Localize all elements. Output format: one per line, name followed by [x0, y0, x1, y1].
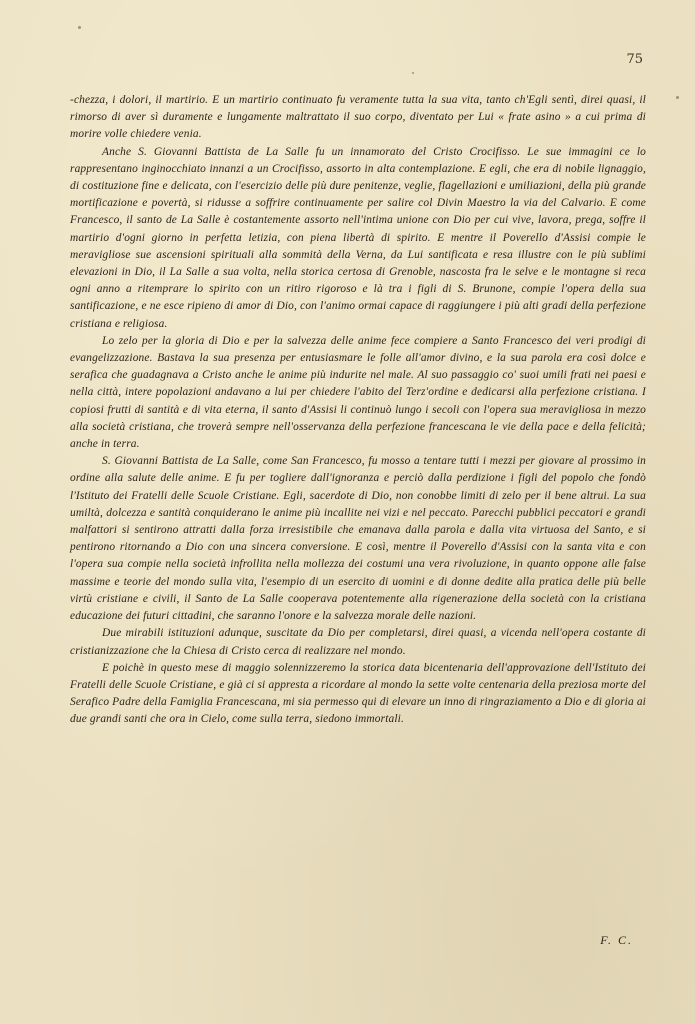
paragraph-4: S. Giovanni Battista de La Salle, come San Francesco, fu mosso a tentare tutti i mezzi per giovare al prossimo in ordine alla salute delle anime. E fu per togliere dall'ignoranza e perciò dalla perdizione i figli del popolo che fondò l'Istituto dei Fratelli delle Scuole Cristiane. Egli, sacerdote di Dio, non conobbe limiti di zelo per il bene altrui. La sua umiltà, dolcezza e santità conquiderano le anime più incallite nei vizi e nel peccato. Parecchi pubblici peccatori e grandi malfattori si sentirono attratti dalla forza irresistibile che emanava dalla parola e dalla vita virtuosa del Santo, e si pentirono ritornando a Dio con una sincera conversione. E così, mentre il Poverello d'Assisi con la santa vita e con l'opera sua compie nella società infrollita nella mollezza dei costumi una vera rivoluzione, in quanto oppone alle false massime e teorie del mondo sulla vita, l'esempio di un esercito di uomini e di donne dedite alla pratica delle più belle virtù cristiane e civili, il Santo de La Salle cooperava potentemente alla rigenerazione della società con la cristiana educazione dei futuri cittadini, che saranno l'onore e la salvezza morale delle nazioni.: [70, 455, 646, 623]
paragraph-6: E poichè in questo mese di maggio solennizzeremo la storica data bicentenaria dell'approvazione dell'Istituto dei Fratelli delle Scuole Cristiane, e già ci si appresta a ricordare al mondo la sette volte centenaria della preziosa morte del Serafico Padre della Famiglia Francescana, mi sia permesso qui di elevare un inno di ringraziamento a Dio e di gloria ai due grandi santi che ora in Cielo, come sulla terra, siedono immortali.: [70, 661, 646, 726]
page-number: 75: [626, 52, 643, 67]
paragraph-5: Due mirabili istituzioni adunque, suscitate da Dio per completarsi, direi quasi, a vicenda nell'opera costante di cristianizzazione che la Chiesa di Cristo cerca di realizzare nel mondo.: [70, 627, 646, 657]
paper-speck: [412, 72, 414, 74]
paragraph-2: Anche S. Giovanni Battista de La Salle fu un innamorato del Cristo Crocifisso. Le sue immagini ce lo rappresentano inginocchiato innanzi a un Crocifisso, assorto in alta contemplazione. E egli, che era di nobile lignaggio, di costituzione fine e delicata, con l'esercizio delle più dure penitenze, veglie, flagellazioni e umiliazioni, della più grande mortificazione e povertà, si ridusse a soffrire continuamente per salire col Divin Maestro la via del Calvario. E come Francesco, il santo de La Salle è costantemente assorto nell'intima unione con Dio per cui vive, lavora, prega, soffre il martirio d'ogni giorno in perfetta letizia, con piena libertà di spirito. E mentre il Poverello d'Assisi compie le meravigliose sue ascensioni spirituali alla sommità della Verna, da Lui santificata e resa illustre con le più sublimi elevazioni in Dio, il La Salle a sua volta, nella storica certosa di Grenoble, nascosta fra le selve e le montagne si reca ogni anno a ritemprare lo spirito con un ritiro rigoroso e là tra i figli di S. Brunone, compie l'opera della sua santificazione, e ne esce ripieno di amor di Dio, con l'animo ormai capace di raggiungere i più alti gradi della perfezione cristiana e religiosa.: [70, 145, 646, 330]
paper-speck: [78, 26, 81, 29]
author-signature: F. C.: [600, 933, 633, 947]
paragraph-3: Lo zelo per la gloria di Dio e per la salvezza delle anime fece compiere a Santo Francesco dei veri prodigi di evangelizzazione. Bastava la sua presenza per entusiasmare le folle all'amor divino, e la sua parola era così dolce e serafica che guadagnava a Cristo anche le anime più indurite nel male. Al suo passaggio co' suoi umili frati nei paesi e nella città, intere popolazioni andavano a lui per chiedere l'abito del Terz'ordine e dedicarsi alla perfezione cristiana. I copiosi frutti di santità e di vita eterna, il santo d'Assisi li continuò lungo i secoli con l'opera sua meravigliosa in mezzo alla società cristiana, che troverà sempre nell'osservanza della perfezione francescana le vie della pace e della felicità; anche in terra.: [70, 334, 646, 451]
paragraph-1: -chezza, i dolori, il martirio. E un martirio continuato fu veramente tutta la sua vita, tanto ch'Egli sentì, direi quasi, il rimorso di aver sì duramente e lungamente maltrattato il suo corpo, diventato per Lui « frate asino » a cui prima di morire volle chiedere venia.: [70, 94, 646, 141]
article-body: [70, 92, 646, 729]
paper-speck: [676, 96, 679, 99]
